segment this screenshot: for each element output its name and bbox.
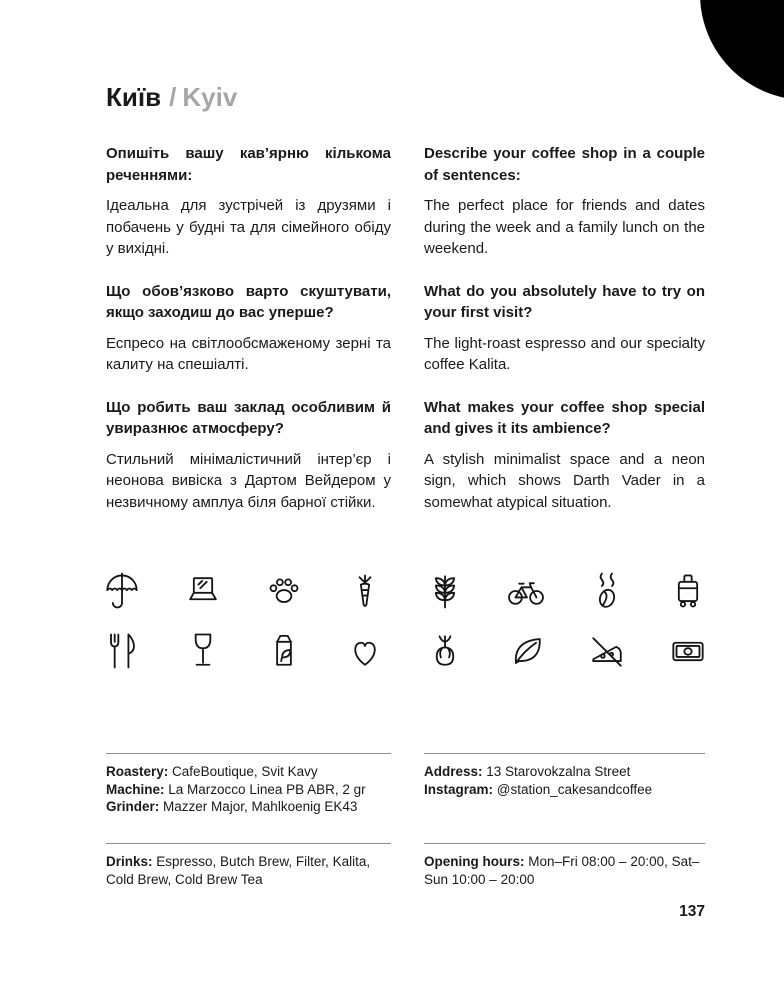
title-divider: / [169, 82, 177, 112]
question-uk-3: Що робить ваш заклад особливим й увиразнює атмосферу? [106, 398, 391, 437]
question-en-3: What makes your coffee shop special and gives it its ambience? [424, 398, 705, 437]
bicycle-icon [503, 568, 549, 614]
grinder-value: Mazzer Major, Mahlkoenig EK43 [163, 799, 358, 814]
city-name-uk: Київ [106, 82, 162, 112]
answer-uk-2: Еспресо на світлообсмаженому зерні та калиту на спешіалті. [106, 334, 391, 373]
roastery-label: Roastery: [106, 764, 169, 779]
machine-value: La Marzocco Linea PB ABR, 2 gr [168, 781, 366, 797]
answer-uk-1: Ідеальна для зустрічей із друзями і побачень у будні та для сімейного обіду у вихідні. [106, 197, 391, 257]
address-line [424, 763, 705, 781]
equipment-info-section [106, 753, 705, 816]
page-number: 137 [679, 903, 705, 920]
laptop-icon [180, 568, 226, 614]
paw-icon [261, 568, 307, 614]
coffee-bean-icon [584, 568, 630, 614]
amenity-icons-section [99, 568, 711, 688]
drinks-hours-section [106, 843, 705, 888]
plant-milk-icon [261, 628, 307, 674]
answer-en-3: A stylish minimalist space and a neon sign, which shows Darth Vader in a somewhat atypical situation. [424, 450, 705, 511]
answer-en-1: The perfect place for friends and dates during the week and a family lunch on the weekend. [424, 197, 705, 257]
instagram-value: @station_cakesandcoffee [496, 781, 653, 797]
drinks-value: Espresso, Butch Brew, Filter, Kalita, Cold Brew, Cold Brew Tea [106, 854, 371, 887]
qa-column-english [424, 143, 705, 534]
beach-umbrella-icon [99, 568, 145, 614]
instagram-line [424, 781, 705, 799]
drinks-line [106, 853, 391, 888]
amenity-icons-row-2 [99, 628, 711, 674]
grinder-label: Grinder: [106, 799, 160, 814]
city-name-en: Kyiv [182, 82, 238, 112]
address-label: Address: [424, 764, 483, 779]
roastery-value: CafeBoutique, Svit Kavy [172, 764, 318, 779]
leaf-icon [503, 628, 549, 674]
hours-line [424, 853, 705, 888]
wine-glass-icon [180, 628, 226, 674]
luggage-icon [665, 568, 711, 614]
address-value: 13 Starovokzalna Street [486, 764, 631, 779]
drinks-cell [106, 843, 391, 888]
corner-circle-decoration [700, 0, 784, 100]
answer-en-2: The light-roast espresso and our specialty coffee Kalita. [424, 334, 705, 373]
roastery-line [106, 763, 391, 781]
heart-icon [342, 628, 388, 674]
qa-section [106, 143, 705, 534]
drinks-label: Drinks: [106, 854, 153, 869]
machine-label: Machine: [106, 781, 165, 797]
question-uk-1: Опишіть вашу кав’ярню кількома реченнями: [106, 145, 391, 184]
cash-icon [665, 628, 711, 674]
carrot-icon [342, 568, 388, 614]
hours-cell [424, 843, 705, 888]
page-title [106, 82, 237, 113]
cutlery-icon [99, 628, 145, 674]
hours-label: Opening hours: [424, 854, 525, 869]
question-uk-2: Що обов’язково варто скуштувати, якщо заходиш до вас уперше? [106, 282, 391, 321]
answer-uk-3: Стильний мінімалістичний інтер’єр і неонова вивіска з Дартом Вейдером у незвичному амплуа біля барної стійки. [106, 450, 391, 511]
machine-line [106, 781, 391, 799]
hours-value: Mon–Fri 08:00 – 20:00, Sat–Sun 10:00 – 20:00 [424, 854, 700, 887]
wheat-icon [422, 568, 468, 614]
qa-column-ukrainian [106, 143, 391, 534]
question-en-2: What do you absolutely have to try on your first visit? [424, 282, 705, 321]
question-en-1: Describe your coffee shop in a couple of sentences: [424, 145, 705, 184]
contact-cell [424, 753, 705, 816]
grinder-line [106, 798, 391, 816]
amenity-icons-row-1 [99, 568, 711, 614]
onion-icon [422, 628, 468, 674]
equipment-cell [106, 753, 391, 816]
instagram-label: Instagram: [424, 781, 494, 797]
lactose-free-icon [584, 628, 630, 674]
